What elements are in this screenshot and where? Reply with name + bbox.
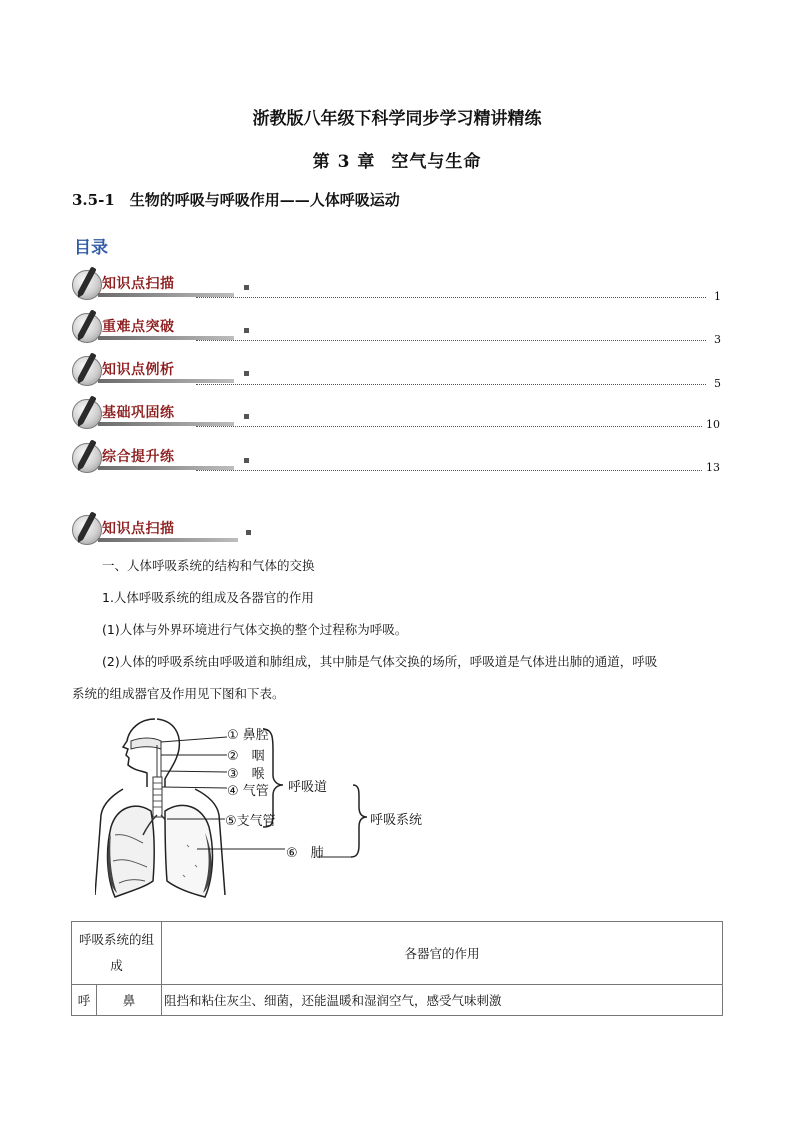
toc-page-number: 3 <box>714 333 721 346</box>
point-heading: 1.人体呼吸系统的组成及各器官的作用 <box>102 590 314 605</box>
paragraph: (2)人体的呼吸系统由呼吸道和肺组成，其中肺是气体交换的场所，呼吸道是气体进出肺的通道，呼吸 <box>102 654 658 669</box>
toc-leader <box>196 470 702 471</box>
paragraph: (1)人体与外界环境进行气体交换的整个过程称为呼吸。 <box>102 622 408 637</box>
diagram-label-nasal-cavity: ① 鼻腔 <box>227 728 269 743</box>
toc-leader <box>196 384 706 385</box>
chapter-number: 第 3 章 <box>312 152 376 172</box>
table-cell: 呼 <box>72 985 97 1016</box>
table-header-cell: 各器官的作用 <box>162 922 723 985</box>
table-cell: 鼻 <box>97 985 162 1016</box>
table-header-row <box>72 922 723 985</box>
subheading: 一、人体呼吸系统的结构和气体的交换 <box>102 558 315 573</box>
toc-item-label: 知识点例析 <box>102 362 175 378</box>
diagram-label-pharynx: ② 咽 <box>227 749 265 764</box>
toc-page-number: 5 <box>714 377 721 390</box>
toc-page-number: 13 <box>706 461 720 474</box>
toc-item-label: 重难点突破 <box>102 319 175 335</box>
diagram-label-trachea: ④ 气管 <box>227 784 269 799</box>
document-title: 浙教版八年级下科学同步学习精讲精练 <box>252 109 542 129</box>
table-cell: 阻挡和粘住灰尘、细菌，还能温暖和湿润空气，感受气味刺激 <box>162 985 723 1016</box>
toc-heading: 目录 <box>74 238 108 258</box>
toc-item-label: 知识点扫描 <box>102 276 175 292</box>
section-title: 3.5-1 生物的呼吸与呼吸作用——人体呼吸运动 <box>72 191 400 209</box>
table-header-cell: 呼吸系统的组成 <box>72 922 162 985</box>
diagram-group-airway: 呼吸道 <box>288 780 328 795</box>
toc-page-number: 10 <box>706 418 720 431</box>
diagram-label-lung: ⑥ 肺 <box>286 846 324 861</box>
toc-item-label: 基础巩固练 <box>102 405 175 421</box>
chapter-title: 空气与生命 <box>391 152 482 172</box>
toc-leader <box>196 426 702 427</box>
toc-item-label: 综合提升练 <box>102 449 175 465</box>
diagram-label-larynx: ③ 喉 <box>227 767 265 782</box>
diagram-group-system: 呼吸系统 <box>370 813 423 828</box>
organ-function-table <box>71 921 723 1016</box>
paragraph: 系统的组成器官及作用见下图和下表。 <box>72 686 285 701</box>
diagram-label-bronchi: ⑤支气管 <box>225 814 276 829</box>
chapter-heading <box>0 147 794 172</box>
toc-leader <box>196 340 706 341</box>
toc-leader <box>196 297 706 298</box>
toc-page-number: 1 <box>714 290 721 303</box>
section-badge-label: 知识点扫描 <box>102 521 175 537</box>
table-row <box>72 985 723 1016</box>
